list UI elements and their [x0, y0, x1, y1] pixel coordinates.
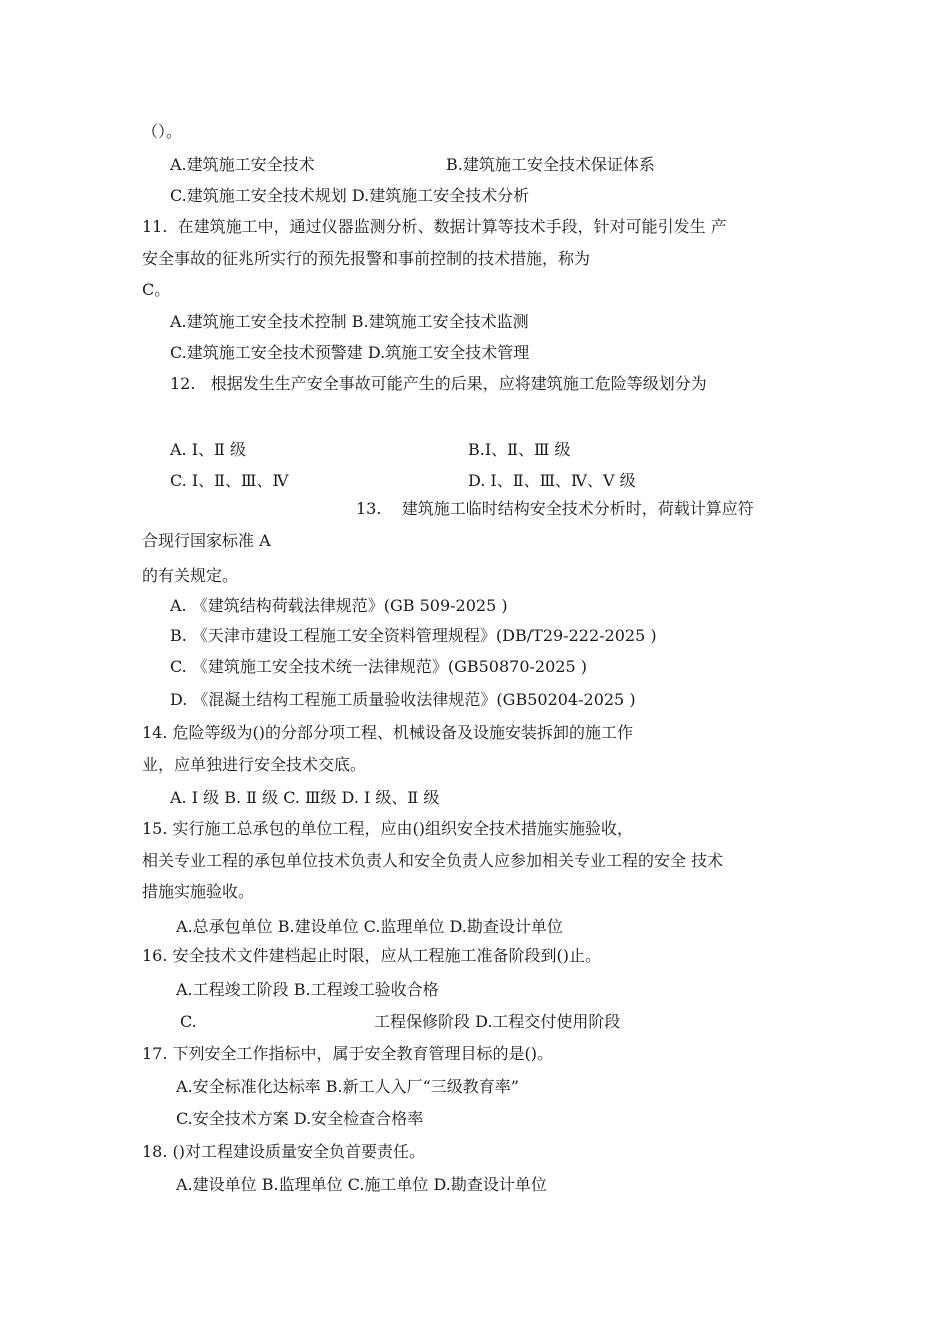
q16-options-cd: 工程保修阶段 D.工程交付使用阶段: [374, 1012, 621, 1031]
question-16-stem: 16. 安全技术文件建档起止时限，应从工程施工准备阶段到()止。: [142, 946, 602, 965]
q16-option-c-label: C.: [180, 1012, 197, 1031]
q11-options-ab: A.建筑施工安全技术控制 B.建筑施工安全技术监测: [170, 312, 529, 331]
q13-option-d: D. 《混凝土结构工程施工质量验收法律规范》(GB50204-2025 ): [170, 690, 636, 709]
q12-option-c: C. Ⅰ、Ⅱ、Ⅲ、Ⅳ: [170, 471, 289, 490]
question-12-stem: 12. 根据发生生产安全事故可能产生的后果，应将建筑施工危险等级划分为: [170, 374, 707, 393]
question-14-stem: 14. 危险等级为()的分部分项工程、机械设备及设施安装拆卸的施工作: [142, 723, 634, 742]
question-17-stem: 17. 下列安全工作指标中，属于安全教育管理目标的是()。: [142, 1044, 554, 1063]
q18-options: A.建设单位 B.监理单位 C.施工单位 D.勘查设计单位: [176, 1175, 547, 1194]
q11-options-cd: C.建筑施工安全技术预警建 D.筑施工安全技术管理: [170, 343, 530, 362]
question-11-stem: 11. 在建筑施工中，通过仪器监测分析、数据计算等技术手段，针对可能引发生 产: [142, 217, 727, 236]
q17-options-cd: C.安全技术方案 D.安全检查合格率: [176, 1109, 424, 1128]
question-13-stem-cont: 合现行国家标准 A: [142, 531, 271, 550]
question-13-stem: 13. 建筑施工临时结构安全技术分析时，荷载计算应符: [356, 499, 754, 518]
question-11-stem-cont: 安全事故的征兆所实行的预先报警和事前控制的技术措施，称为: [142, 249, 591, 268]
q12-option-b: B.Ⅰ、Ⅱ、Ⅲ 级: [468, 440, 571, 459]
q15-options: A.总承包单位 B.建设单位 C.监理单位 D.勘查设计单位: [176, 917, 563, 936]
q10-option-b: B.建筑施工安全技术保证体系: [446, 155, 655, 174]
question-10-stem-tail: （）。: [142, 122, 183, 141]
q12-option-a: A. Ⅰ、Ⅱ 级: [170, 440, 247, 459]
question-13-stem-end: 的有关规定。: [142, 566, 239, 585]
question-11-answer: C。: [142, 280, 171, 299]
q12-option-d: D. Ⅰ、Ⅱ、Ⅲ、Ⅳ、Ⅴ 级: [468, 471, 636, 490]
question-14-stem-cont: 业，应单独进行安全技术交底。: [142, 755, 367, 774]
q10-options-cd: C.建筑施工安全技术规划 D.建筑施工安全技术分析: [170, 186, 530, 205]
q10-option-a: A.建筑施工安全技术: [170, 155, 315, 174]
question-18-stem: 18. ()对工程建设质量安全负首要责任。: [142, 1142, 426, 1161]
question-15-stem: 15. 实行施工总承包的单位工程，应由()组织安全技术措施实施验收，: [142, 819, 634, 838]
q14-options: A. Ⅰ 级 B. Ⅱ 级 C. Ⅲ级 D. Ⅰ 级、Ⅱ 级: [170, 788, 440, 807]
q13-option-a: A. 《建筑结构荷载法律规范》(GB 509-2025 ): [170, 596, 508, 615]
q13-option-c: C. 《建筑施工安全技术统一法律规范》(GB50870-2025 ): [170, 657, 587, 676]
q13-option-b: B. 《天津市建设工程施工安全资料管理规程》(DB/T29-222-2025 ): [170, 626, 657, 645]
q16-options-ab: A.工程竣工阶段 B.工程竣工验收合格: [176, 980, 439, 999]
question-15-stem-cont: 相关专业工程的承包单位技术负责人和安全负责人应参加相关专业工程的安全 技术: [142, 851, 724, 870]
question-15-stem-end: 措施实施验收。: [142, 882, 255, 901]
q17-options-ab: A.安全标准化达标率 B.新工人入厂“三级教育率”: [176, 1077, 519, 1096]
